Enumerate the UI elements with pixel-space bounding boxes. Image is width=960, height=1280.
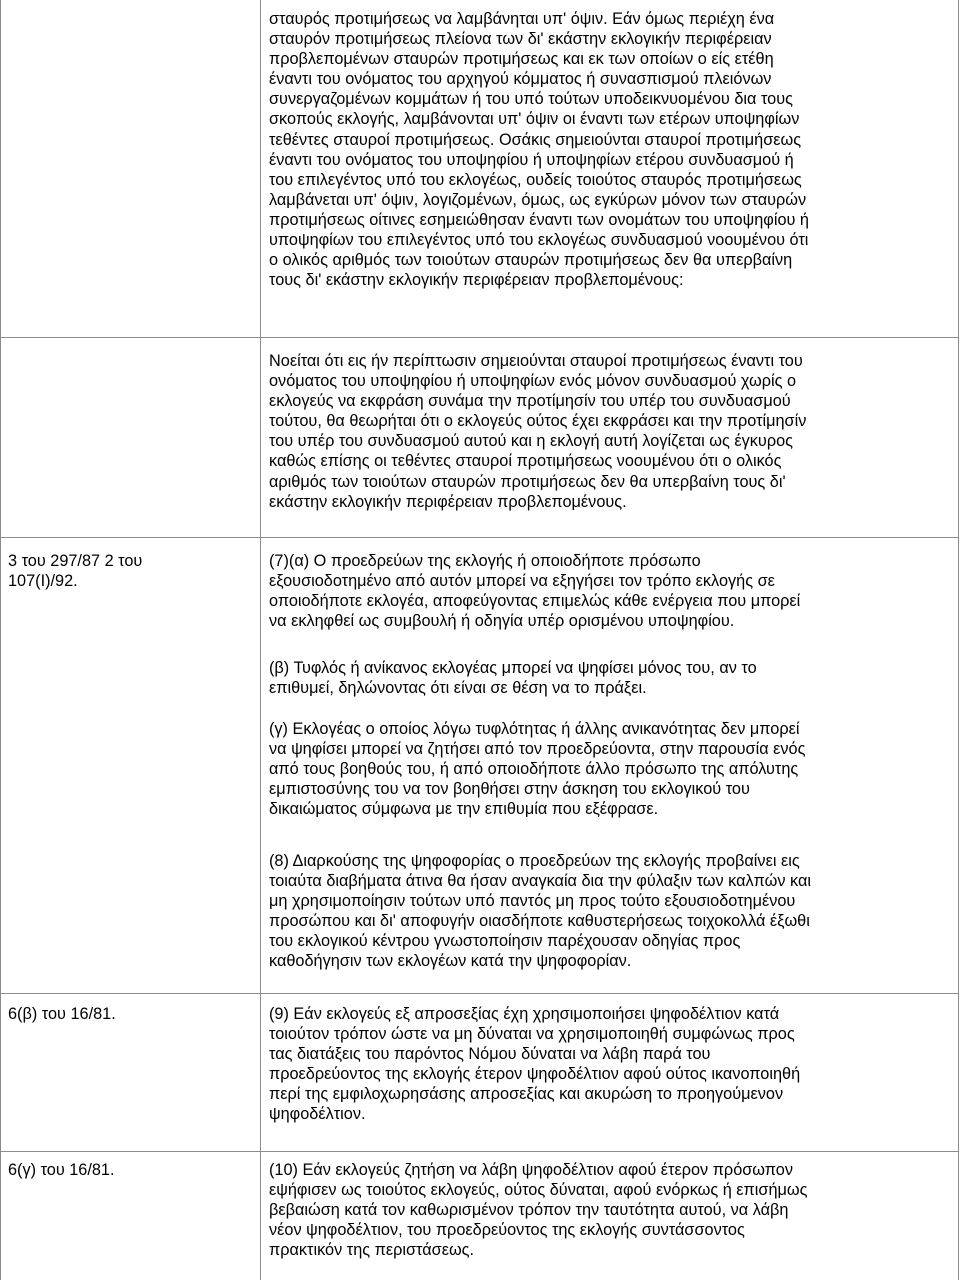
paragraph-8: (8) Διαρκούσης της ψηφοφορίας ο προεδρεύων της εκλογής προβαίνει εις τοιαύτα διαβήματα άτινα θα ήσαν αναγκαία δια την φύλαξιν των καλπών και μη χρησιμοποίησιν τούτων υπό παντός μη προς τούτο εξουσιοδοτημένου προσώπου και δι' αποφυγήν οιασδήποτε καθυστερήσεως τοιχοκολλά έξωθι του εκλογικού κέντρου γνωστοποίησιν παρέχουσαν οδηγίας προς καθοδήγησιν των εκλογέων κατά την ψηφοφορίαν. [269,852,812,971]
paragraph-9: (9) Εάν εκλογεύς εξ απροσεξίας έχη χρησιμοποιήσει ψηφοδέλτιον κατά τοιούτον τρόπον ώστε να μη δύναται να χρησιμοποιηθή συμφώνως προς τας διατάξεις του παρόντος Νόμου δύναται να λάβη παρά του προεδρεύοντος της εκλογής έτερον ψηφοδέλτιον αφού ούτος ικανοποιηθή περί της εμφιλοχωρησάσης απροσεξίας και ακυρώση το προηγούμενον ψηφοδέλτιον. [269,1005,801,1124]
paragraph-proviso: Νοείται ότι εις ήν περίπτωσιν σημειούνται σταυροί προτιμήσεως έναντι του ονόματος του υποψηφίου ή υποψηφίων ενός μόνον συνδυασμού χωρίς ο εκλογεύς να εκφράση συνάμα την προτίμησίν του υπέρ του συνδυασμού τούτου, θα θεωρήται ότι ο εκλογεύς ούτος έχει εκφράσει και την προτίμησίν του υπέρ του συνδυασμού αυτού και η εκλογή αυτή λογίζεται ως έγκυρος καθώς επίσης οι τεθέντες σταυροί προτιμήσεως νοουμένου ότι ο ολικός αριθμός των τοιούτων σταυρών προτιμήσεως δεν θα υπερβαίνη τους δι' εκάστην εκλογικήν περιφέρειαν προβλεπομένους. [269,352,807,511]
table-row-divider [0,337,959,338]
table-row-divider [0,993,959,994]
paragraph-7b: (β) Τυφλός ή ανίκανος εκλογέας μπορεί να ψηφίσει μόνος του, αν το επιθυμεί, δηλώνοντας ότι είναι σε θέση να το πράξει. [269,659,757,698]
paragraph-7c: (γ) Εκλογέας ο οποίος λόγω τυφλότητας ή άλλης ανικανότητας δεν μπορεί να ψηφίσει μπορεί να ζητήσει από τον προεδρεύοντα, στην παρουσία ενός από τους βοηθούς του, ή από οποιοδήποτε άλλο πρόσωπο της απόλυτης εμπιστοσύνης του να τον βοηθήσει στην άσκηση του εκλογικού του δικαιώματος σύμφωνα με την επιθυμία που εξέφρασε. [269,720,806,819]
paragraph-10: (10) Εάν εκλογεύς ζητήση να λάβη ψηφοδέλτιον αφού έτερον πρόσωπον εψήφισεν ως τοιούτος εκλογεύς, ούτος δύναται, αφού ενόρκως ή επισήμως βεβαιώση κατά τον καθωρισμένον τρόπον την ταυτότητα αυτού, να λάβη νέον ψηφοδέλτιον, του προεδρεύοντος της εκλογής συντάσσοντος πρακτικόν της περιστάσεως. [269,1161,808,1260]
table-column-divider [260,0,261,1280]
table-row-divider [0,537,959,538]
margin-reference: 6(γ) του 16/81. [8,1161,115,1179]
table-border-left [0,0,1,1280]
table-row-divider [0,1151,959,1152]
margin-reference: 3 του 297/87 2 του 107(Ι)/92. [8,552,143,591]
paragraph-7a: (7)(α) Ο προεδρεύων της εκλογής ή οποιοδήποτε πρόσωπο εξουσιοδοτημένο από αυτόν μπορεί να εξηγήσει τον τρόπο εκλογής σε οποιοδήποτε εκλογέα, αποφεύγοντας επιμελώς κάθε ενέργεια που μπορεί να εκληφθεί ως συμβουλή ή οδηγία υπέρ ορισμένου υποψηφίου. [269,552,801,631]
table-border-right [958,0,959,1280]
paragraph-preference-crosses: σταυρός προτιμήσεως να λαμβάνηται υπ' όψιν. Εάν όμως περιέχη ένα σταυρόν προτιμήσεως πλείονα των δι' εκάστην εκλογικήν περιφέρειαν προβλεπομένων σταυρών προτιμήσεως και εκ των οποίων ο είς ετέθη έναντι του ονόματος του αρχηγού κόμματος ή συνασπισμού πλειόνων συνεργαζομένων κομμάτων ή του υπό τούτων υποδεικνυομένου δια τους σκοπούς εκλογής, λαμβάνονται υπ' όψιν οι έναντι των ετέρων υποψηφίων τεθέντες σταυροί προτιμήσεως. Οσάκις σημειούνται σταυροί προτιμήσεως έναντι του ονόματος του υποψηφίου ή υποψηφίων ετέρου συνδυασμού ή του επιλεγέντος υπό του εκλογέως, ουδείς τοιούτος σταυρός προτιμήσεως λαμβάνεται υπ' όψιν, λογιζομένων, όμως, ως εγκύρων μόνον των σταυρών προτιμήσεως οίτινες εσημειώθησαν έναντι των ονομάτων του υποψηφίου ή υποψηφίων του επιλεγέντος υπό του εκλογέως συνδυασμού νοουμένου ότι ο ολικός αριθμός των τοιούτων σταυρών προτιμήσεως δεν θα υπερβαίνη τους δι' εκάστην εκλογικήν περιφέρειαν προβλεπομένους: [269,10,809,290]
margin-reference: 6(β) του 16/81. [8,1005,116,1023]
